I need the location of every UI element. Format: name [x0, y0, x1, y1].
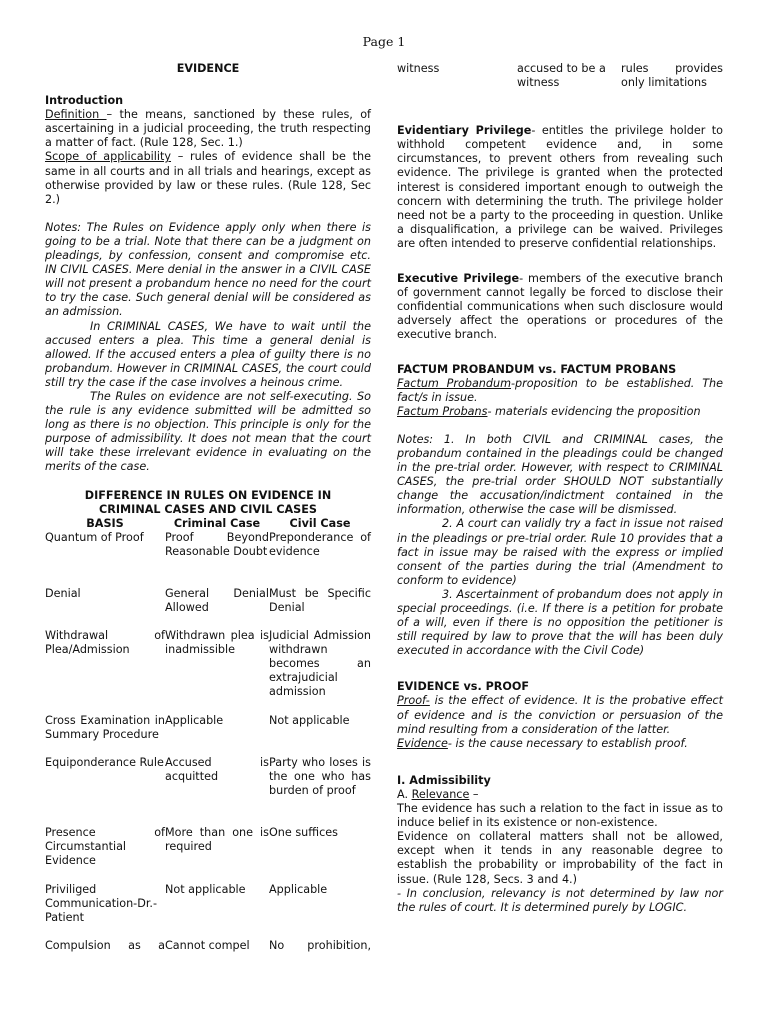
table-row	[45, 756, 371, 826]
document-title: EVIDENCE	[176, 62, 240, 75]
cell-basis: Cross Examination in Summary Procedure	[45, 713, 165, 741]
scope-paragraph	[45, 150, 371, 206]
table-row	[45, 531, 371, 587]
intro-heading: Introduction	[45, 94, 124, 108]
factum-note-2: 2. A court can validly try a fact in issue not raised in the pleadings or pre-trial order. Rule 10 provides that a fact in issue may be raised with the express or implied consent of the parties during the trial (Amendment to conform to evidence)	[397, 517, 723, 587]
cell-civil: Applicable	[269, 882, 328, 896]
probandum-term: Factum Probandum	[397, 376, 511, 390]
executive-privilege-text: - members of the executive branch of government cannot legally be forced to disclose their confidential communications when such disclosure would adversely affect the operations or procedures of the executive branch.	[397, 272, 723, 342]
table-row	[45, 629, 371, 714]
relevance-subheading	[397, 788, 723, 802]
evidentiary-privilege-term: Evidentiary Privilege	[397, 124, 532, 138]
evidence-vs-proof-heading: EVIDENCE vs. PROOF	[397, 680, 530, 694]
cell-civil: One suffices	[269, 825, 338, 839]
cell-civil: Judicial Admission withdrawn becomes an extrajudicial admission	[269, 628, 371, 699]
table-continuation	[397, 62, 723, 90]
proof-paragraph	[397, 694, 723, 736]
admissibility-heading: I. Admissibility	[397, 773, 491, 787]
cell-basis: Priviliged Communication-Dr.-Patient	[45, 882, 157, 924]
executive-privilege-term: Executive Privilege	[397, 272, 520, 286]
executive-privilege-paragraph	[397, 272, 723, 342]
scope-text: – rules of evidence shall be the same in all courts and in all trials and hearings, except as otherwise provided by law or these rules. (Rule 128, Sec 2.)	[45, 150, 371, 206]
probandum-text: -proposition to be established. The fact/s in issue.	[397, 376, 724, 404]
evidence-text: - is the cause necessary to establish proof.	[447, 736, 688, 750]
probans-paragraph	[397, 405, 723, 419]
cell-criminal: Not applicable	[165, 882, 246, 896]
evidence-paragraph	[397, 737, 723, 751]
factum-note-1: Notes: 1. In both CIVIL and CRIMINAL cases, the probandum contained in the pleadings could be changed in the pre-trial order. However, with respect to CRIMINAL CASES, the pre-trial order SHOULD NOT substantially change the accusation/indictment contained in the information, otherwise the case will be dismissed.	[397, 432, 723, 517]
evidentiary-privilege-paragraph	[397, 124, 723, 251]
left-column	[45, 62, 371, 953]
definition-paragraph	[45, 108, 371, 150]
evidence-comparison-table	[45, 517, 371, 953]
proof-text: is the effect of evidence. It is the probative effect of evidence and is the conviction or persuasion of the mind resulting from a consideration of the latter.	[397, 694, 723, 736]
relevance-suffix: –	[469, 787, 479, 801]
table-row	[45, 883, 371, 939]
header-criminal: Criminal Case	[173, 516, 261, 530]
cell-criminal: Accused is acquitted	[165, 755, 269, 783]
cell-basis: Compulsion as a	[45, 938, 165, 952]
scope-term: Scope of applicability	[45, 150, 172, 164]
probans-text: - materials evidencing the proposition	[487, 404, 701, 418]
cell-criminal: Cannot compel	[165, 938, 250, 952]
cell-basis: Quantum of Proof	[45, 530, 144, 544]
evidence-term: Evidence	[397, 736, 448, 750]
cell-criminal: Applicable	[165, 713, 224, 727]
probandum-paragraph	[397, 377, 723, 405]
cell-criminal: Withdrawn plea is inadmissible	[165, 628, 269, 656]
table-title-line-2: CRIMINAL CASES AND CIVIL CASES	[99, 502, 317, 516]
relevance-prefix: A.	[397, 787, 412, 801]
table-header-row	[45, 517, 371, 531]
factum-note-3: 3. Ascertainment of probandum does not apply in special proceedings. (i.e. If there is a petition for probate of a will, even if there is no opposition the petitioner is still required by law to prove that the will has been duly executed in accordance with the Civil Code)	[397, 587, 723, 658]
notes-paragraph-1: Notes: The Rules on Evidence apply only when there is going to be a trial. Note that there can be a judgment on pleadings, by confession, consent and compromise etc. IN CIVIL CASES. Mere denial in the answer in a CIVIL CASE will not present a probandum hence no need for the court to try the case. Such general denial will be considered as an admission.	[45, 220, 371, 319]
table-row	[45, 714, 371, 756]
page-number: Page 1	[362, 34, 406, 49]
relevance-conclusion: - In conclusion, relevancy is not determined by law nor the rules of court. It is determined purely by LOGIC.	[397, 886, 723, 914]
definition-term: Definition	[45, 108, 107, 122]
notes-paragraph-3: The Rules on evidence are not self-executing. So the rule is any evidence submitted will be admitted so long as there is no objection. This principle is only for the purpose of admissibility. It does not mean that the court will take these irrelevant evidence in evaluating on the merits of the case.	[45, 389, 371, 474]
table-row	[45, 587, 371, 629]
relevance-term: Relevance	[411, 787, 470, 801]
table-title-line-1: DIFFERENCE IN RULES ON EVIDENCE IN	[84, 488, 332, 502]
header-basis: BASIS	[86, 516, 124, 530]
table-row	[397, 62, 723, 90]
cell-criminal: More than one is required	[165, 825, 269, 853]
cell-criminal: accused to be a witness	[517, 62, 606, 90]
notes-paragraph-2: In CRIMINAL CASES, We have to wait until the accused enters a plea. This time a general denial is allowed. If the accused enters a plea of guilty there is no probandum. However in CRIMINAL CASES, the court could still try the case if the case involves a heinous crime.	[45, 319, 371, 389]
cell-basis: Presence of Circumstantial Evidence	[45, 825, 165, 867]
proof-term: Proof-	[397, 694, 430, 708]
right-column	[397, 62, 723, 915]
cell-basis: Denial	[45, 586, 81, 600]
header-civil: Civil Case	[289, 516, 351, 530]
cell-civil: rules provides only limitations	[621, 62, 723, 90]
cell-civil: Party who loses is the one who has burden of proof	[269, 755, 371, 797]
cell-criminal: Proof Beyond Reasonable Doubt	[165, 530, 269, 558]
evidentiary-privilege-text: - entitles the privilege holder to withhold competent evidence and, in some circumstances, to prevent others from revealing such evidence. The privilege is granted when the protected interest is considered important enough to outweigh the concern with determining the truth. The privilege holder need not be a party to the proceeding in question. Unlike a disqualification, a privilege can be waived. Privileges are often intended to preserve confidential relationships.	[397, 124, 723, 250]
factum-heading: FACTUM PROBANDUM vs. FACTUM PROBANS	[397, 362, 677, 376]
table-row	[45, 826, 371, 883]
cell-civil: Not applicable	[269, 713, 350, 727]
cell-basis: Equiponderance Rule	[45, 755, 164, 769]
cell-civil: Preponderance of evidence	[269, 530, 371, 558]
cell-civil: Must be Specific Denial	[269, 586, 371, 614]
relevance-paragraph-1: The evidence has such a relation to the fact in issue as to induce belief in its existence or non-existence.	[397, 802, 723, 830]
definition-text: – the means, sanctioned by these rules, of ascertaining in a judicial proceeding, the truth respecting a matter of fact. (Rule 128, Sec. 1.)	[45, 108, 371, 150]
cell-civil: No prohibition,	[269, 938, 371, 952]
cell-basis: Withdrawal of Plea/Admission	[45, 628, 165, 656]
relevance-paragraph-2: Evidence on collateral matters shall not be allowed, except when it tends in any reasonable degree to establish the probability or improbability of the fact in issue. (Rule 128, Secs. 3 and 4.)	[397, 830, 723, 886]
cell-criminal: General Denial Allowed	[165, 586, 269, 614]
cell-basis: witness	[397, 62, 440, 75]
probans-term: Factum Probans	[397, 404, 488, 418]
table-row	[45, 939, 371, 953]
